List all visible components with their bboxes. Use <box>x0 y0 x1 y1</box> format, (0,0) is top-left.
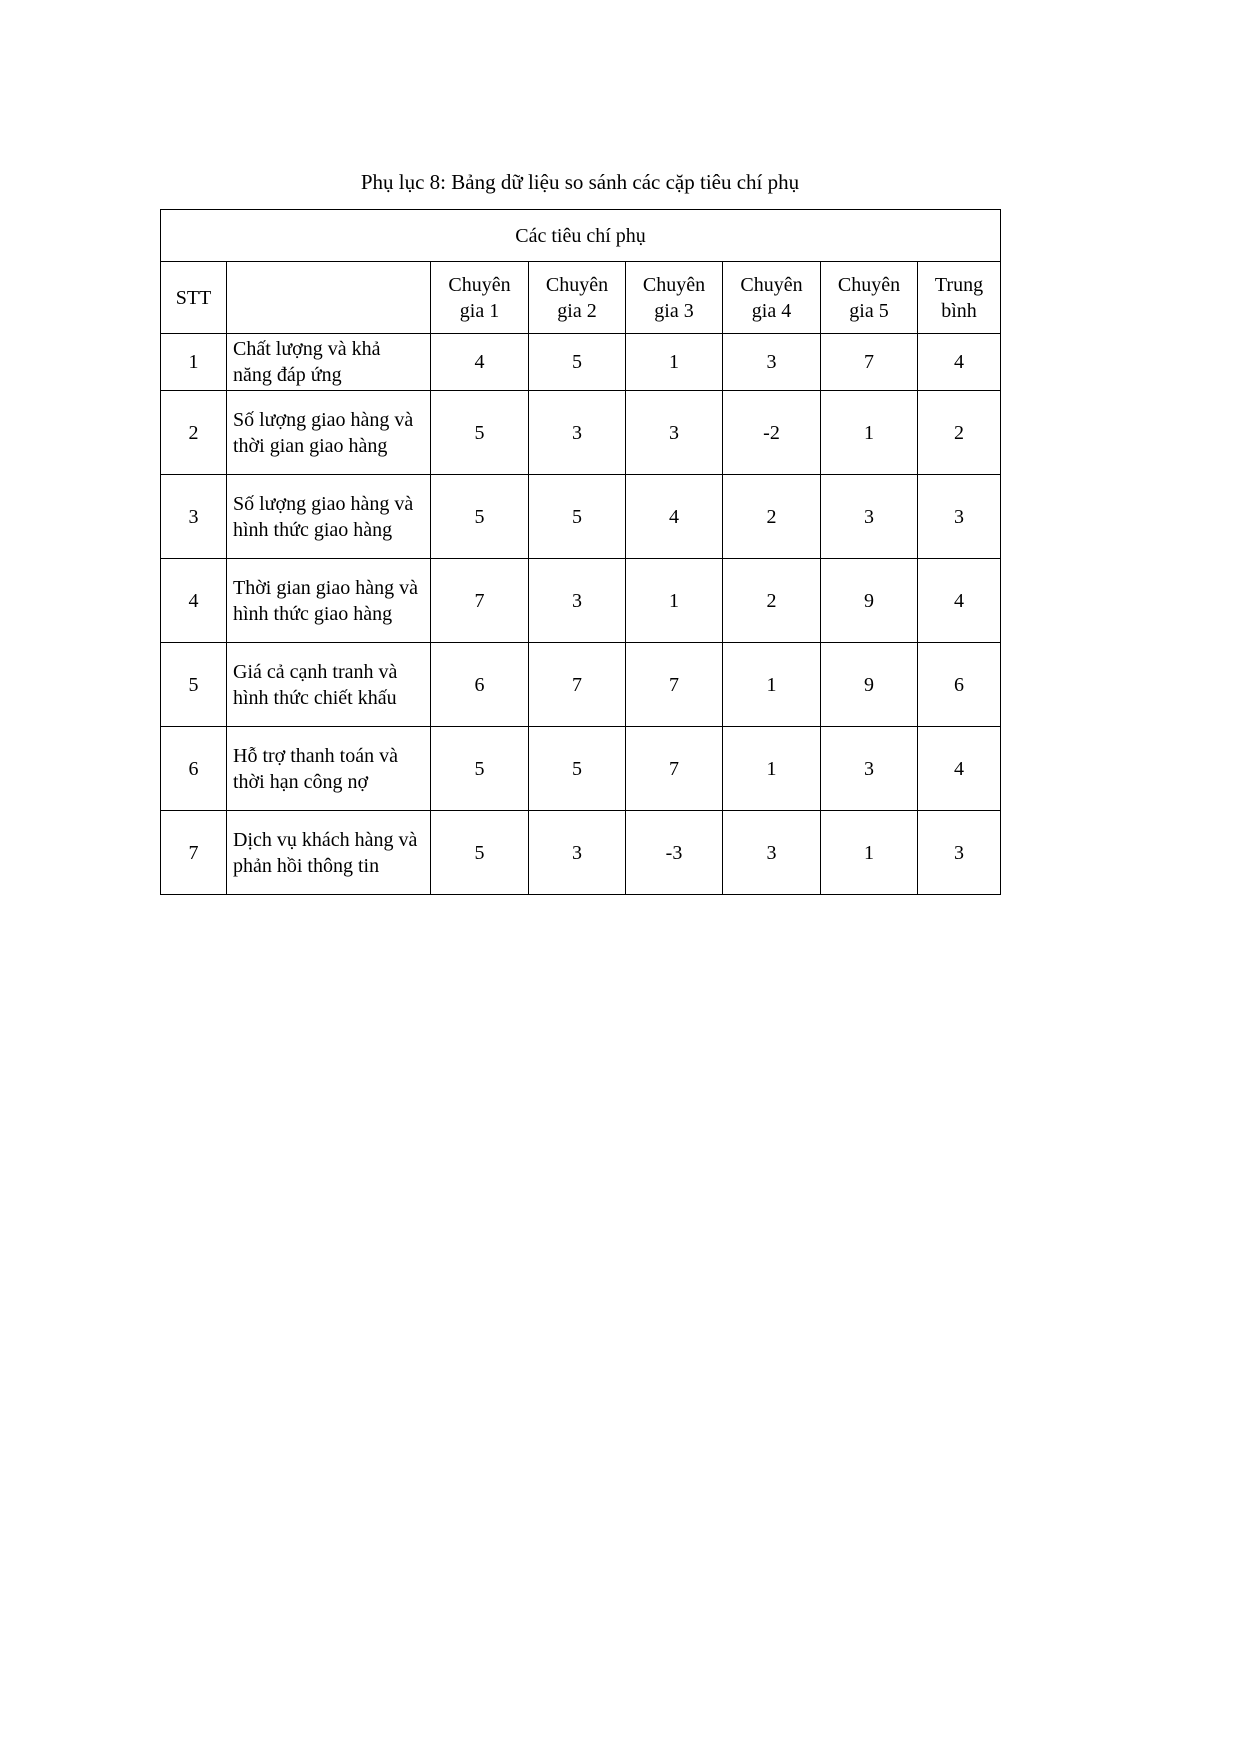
table-row <box>161 334 1001 391</box>
value-cell: 4 <box>626 475 723 559</box>
value-cell: 5 <box>431 727 529 811</box>
value-cell: 9 <box>821 559 918 643</box>
column-header: Chuyên gia 3 <box>626 262 723 334</box>
column-header: Chuyên gia 1 <box>431 262 529 334</box>
criterion-cell: Số lượng giao hàng và thời gian giao hàng <box>227 391 431 475</box>
criterion-cell: Số lượng giao hàng và hình thức giao hàng <box>227 475 431 559</box>
average-cell: 4 <box>918 559 1001 643</box>
average-cell: 2 <box>918 391 1001 475</box>
value-cell: 3 <box>723 334 821 391</box>
value-cell: 1 <box>723 727 821 811</box>
value-cell: -2 <box>723 391 821 475</box>
value-cell: 5 <box>529 727 626 811</box>
value-cell: 4 <box>431 334 529 391</box>
table-body <box>161 334 1001 895</box>
average-cell: 3 <box>918 811 1001 895</box>
stt-cell: 3 <box>161 475 227 559</box>
value-cell: 1 <box>723 643 821 727</box>
average-cell: 6 <box>918 643 1001 727</box>
table-row <box>161 727 1001 811</box>
value-cell: 9 <box>821 643 918 727</box>
average-cell: 4 <box>918 334 1001 391</box>
stt-cell: 6 <box>161 727 227 811</box>
value-cell: 3 <box>821 727 918 811</box>
stt-cell: 5 <box>161 643 227 727</box>
value-cell: 1 <box>626 559 723 643</box>
column-header: Trung bình <box>918 262 1001 334</box>
value-cell: 3 <box>723 811 821 895</box>
criterion-cell: Chất lượng và khả năng đáp ứng <box>227 334 431 391</box>
criterion-cell: Dịch vụ khách hàng và phản hồi thông tin <box>227 811 431 895</box>
table-row <box>161 811 1001 895</box>
header-row <box>161 262 1001 334</box>
stt-cell: 2 <box>161 391 227 475</box>
stt-cell: 4 <box>161 559 227 643</box>
column-header: Chuyên gia 2 <box>529 262 626 334</box>
average-cell: 4 <box>918 727 1001 811</box>
stt-cell: 7 <box>161 811 227 895</box>
value-cell: 1 <box>821 391 918 475</box>
value-cell: 3 <box>821 475 918 559</box>
value-cell: 5 <box>529 475 626 559</box>
caption-row <box>161 210 1001 262</box>
stt-cell: 1 <box>161 334 227 391</box>
value-cell: 5 <box>431 475 529 559</box>
table-row <box>161 475 1001 559</box>
column-header: STT <box>161 262 227 334</box>
value-cell: 7 <box>626 727 723 811</box>
document-page <box>160 170 1000 895</box>
value-cell: 3 <box>529 559 626 643</box>
criterion-cell: Hỗ trợ thanh toán và thời hạn công nợ <box>227 727 431 811</box>
column-header <box>227 262 431 334</box>
page-title: Phụ lục 8: Bảng dữ liệu so sánh các cặp tiêu chí phụ <box>360 170 800 194</box>
value-cell: 3 <box>626 391 723 475</box>
table-row <box>161 391 1001 475</box>
table-caption: Các tiêu chí phụ <box>161 210 1001 262</box>
table-row <box>161 559 1001 643</box>
value-cell: 3 <box>529 811 626 895</box>
value-cell: 5 <box>431 391 529 475</box>
value-cell: 6 <box>431 643 529 727</box>
value-cell: -3 <box>626 811 723 895</box>
value-cell: 2 <box>723 475 821 559</box>
value-cell: 7 <box>431 559 529 643</box>
value-cell: 1 <box>626 334 723 391</box>
value-cell: 3 <box>529 391 626 475</box>
value-cell: 2 <box>723 559 821 643</box>
criteria-table <box>160 209 1001 895</box>
value-cell: 7 <box>626 643 723 727</box>
value-cell: 5 <box>529 334 626 391</box>
table-row <box>161 643 1001 727</box>
value-cell: 7 <box>821 334 918 391</box>
value-cell: 5 <box>431 811 529 895</box>
column-header: Chuyên gia 4 <box>723 262 821 334</box>
column-header: Chuyên gia 5 <box>821 262 918 334</box>
criterion-cell: Giá cả cạnh tranh và hình thức chiết khấu <box>227 643 431 727</box>
value-cell: 1 <box>821 811 918 895</box>
average-cell: 3 <box>918 475 1001 559</box>
value-cell: 7 <box>529 643 626 727</box>
criterion-cell: Thời gian giao hàng và hình thức giao hàng <box>227 559 431 643</box>
